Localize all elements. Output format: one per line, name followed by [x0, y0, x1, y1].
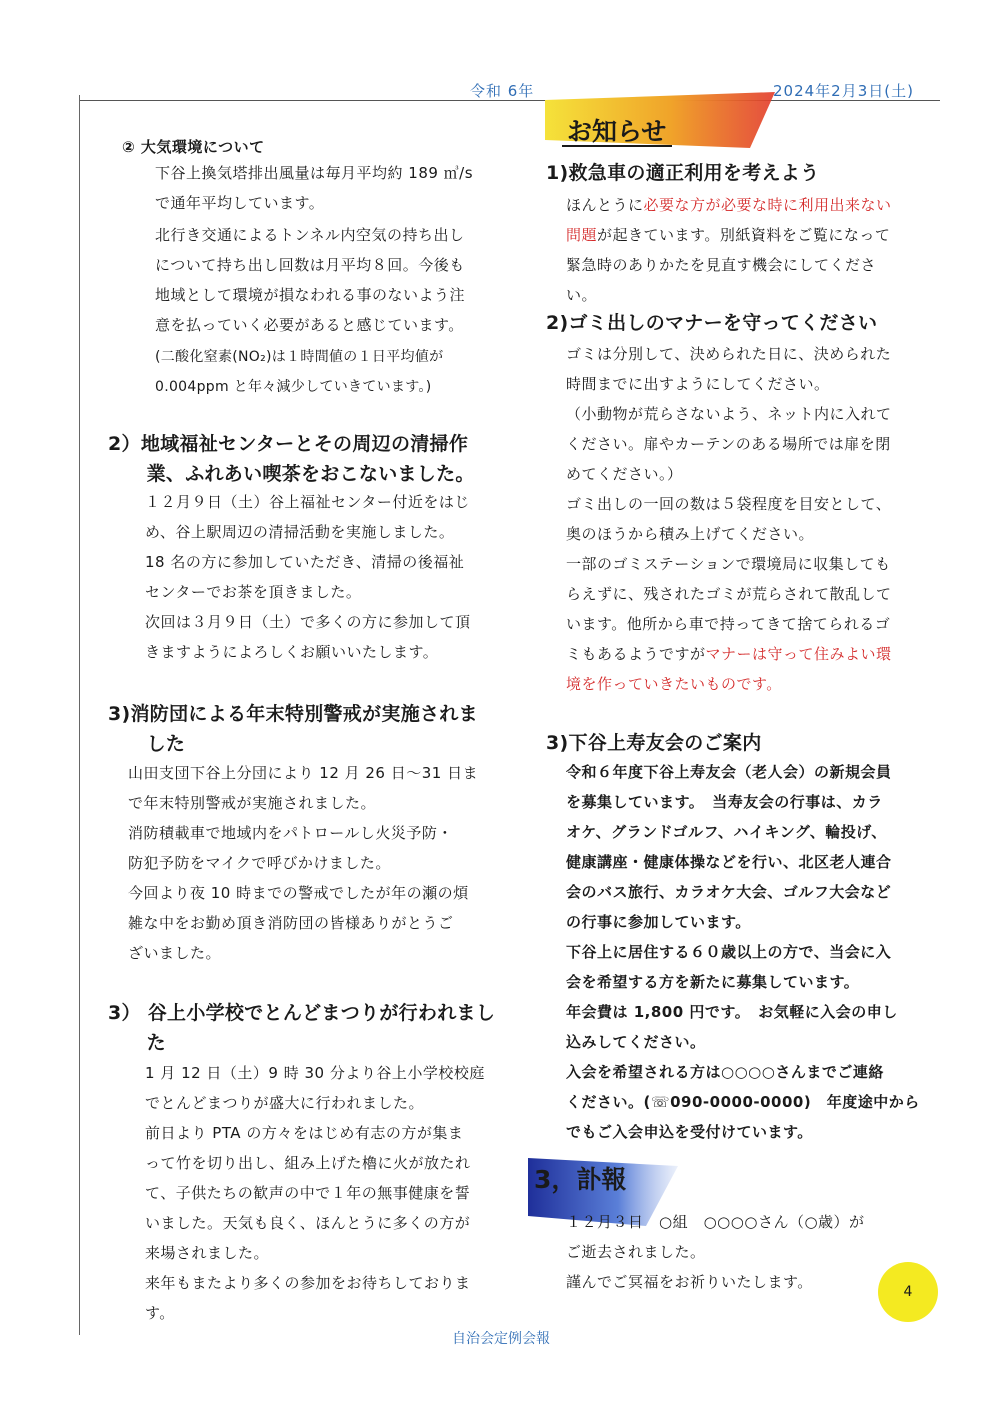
air-env-note: (二酸化窒素(NO₂)は１時間値の１日平均値が 0.004ppm と年々減少していきています。): [155, 349, 444, 395]
air-env-title: ② 大気環境について: [122, 138, 265, 156]
left-margin-rule: [79, 95, 80, 1335]
tondo-para3: 来年もまたより多くの参加をお待ちしておりま す。: [145, 1274, 471, 1322]
air-env-para2: 北行き交通によるトンネル内空気の持ち出し について持ち出し回数は月平均８回。今後も 地域として環境が損なわれる事のないよう注 意を払っていく必要があると感じています。: [155, 226, 466, 334]
ambulance-rest: 緊急時のありかたを見直す機会にしてくださ い。: [566, 256, 877, 304]
garbage-para4-main: 一部のゴミステーションで環境局に収集しても らえずに、残されたゴミが荒らされて散乱して います。他所から車で持ってきて捨てられるゴ: [566, 555, 892, 633]
footer-title: 自治会定例会報: [452, 1331, 550, 1347]
tondo-para1: 1 月 12 日（土）9 時 30 分より谷上小学校校庭 でとんどまつりが盛大に行われました。: [145, 1064, 485, 1112]
air-env-para1: 下谷上換気塔排出風量は毎月平均約 189 ㎥/s で通年平均しています。: [155, 164, 474, 212]
ambulance-body: [566, 190, 892, 310]
fire-para3: 今回より夜 10 時までの警戒でしたが年の瀬の煩 雑な中をお勤め頂き消防団の皆様ありがとうご ざいました。: [128, 884, 469, 962]
notice-banner: お知らせ: [567, 117, 667, 146]
garbage-title: 2)ゴミ出しのマナーを守ってください: [546, 312, 878, 334]
welfare-para3: 次回は３月９日（土）で多くの方に参加して頂 きますようによろしくお願いいたします。: [145, 613, 471, 661]
header-date: 2024年2月3日(土): [773, 82, 914, 100]
garbage-para4-red2: 境を作っていきたいものです。: [566, 675, 782, 693]
page-number: 4: [878, 1262, 938, 1322]
tondo-para2: 前日より PTA の方々をはじめ有志の方が集ま って竹を切り出し、組み上げた櫓に火が放たれ て、子供たちの歓声の中で１年の無事健康を誓 いました。天気も良く、ほんとうに多くの方が 来場されました。: [145, 1124, 471, 1262]
welfare-para1: １２月９日（土）谷上福祉センター付近をはじ め、谷上駅周辺の清掃活動を実施しました。: [145, 493, 470, 541]
garbage-para2: （小動物が荒らさないよう、ネット内に入れて ください。扉やカーテンのある場所では扉を閉 めてください。）: [566, 405, 892, 483]
header-era: 令和 6年: [470, 82, 535, 100]
welfare-title: 2）地域福祉センターとその周辺の清掃作 業、ふれあい喫茶をおこないました。: [108, 433, 475, 485]
tondo-title: 3） 谷上小学校でとんどまつりが行われまし た: [108, 1002, 496, 1054]
ambulance-pre: ほんとうに: [566, 196, 644, 214]
garbage-para4-red1: マナーは守って住みよい環: [705, 645, 892, 663]
fire-para1: 山田支団下谷上分団により 12 月 26 日～31 日ま で年末特別警戒が実施されました。: [128, 764, 479, 812]
garbage-para4: [566, 549, 892, 699]
header-rule: [80, 100, 940, 101]
club-body: 令和６年度下谷上寿友会（老人会）の新規会員 を募集しています。 当寿友会の行事は、カラ オケ、グランドゴルフ、ハイキング、輪投げ、 健康講座・健康体操などを行い、北区老人連合 会のバス旅行、カラオケ大会、ゴルフ大会など の行事に参加しています。 下谷上に居住する６０歳以上の方で、当会に入 会を希望する方を新たに募集しています。 年会費は 1,800 円です。 お気軽に入会の申し 込みしてください。 入会を希望される方は○○○○さんまでご連絡 ください。(☏090-0000-0000) 年度途中から でもご入会申込を受付けています。: [566, 763, 920, 1141]
obit-body: １２月３日 ○組 ○○○○さん（○歳）が ご逝去されました。 謹んでご冥福をお祈りいたします。: [566, 1213, 865, 1291]
garbage-para4-pre: ミもあるようですが: [566, 645, 706, 663]
ambulance-red1: 必要な方が必要な時に利用出来ない: [643, 196, 892, 214]
fire-title: 3)消防団による年末特別警戒が実施されま した: [108, 703, 478, 755]
fire-para2: 消防積載車で地域内をパトロールし火災予防・ 防犯予防をマイクで呼びかけました。: [128, 824, 453, 872]
garbage-para1: ゴミは分別して、決められた日に、決められた 時間までに出すようにしてください。: [566, 345, 892, 393]
obit-banner: 3，訃報: [534, 1165, 627, 1194]
notice-underline: [562, 145, 672, 147]
ambulance-post1: が起きています。別紙資料をご覧になって: [597, 226, 891, 244]
club-title: 3)下谷上寿友会のご案内: [546, 732, 762, 754]
garbage-para3: ゴミ出しの一回の数は５袋程度を目安として、 奥のほうから積み上げてください。: [566, 495, 892, 543]
welfare-para2: 18 名の方に参加していただき、清掃の後福祉 センターでお茶を頂きました。: [145, 553, 465, 601]
ambulance-red2: 問題: [566, 226, 598, 244]
ambulance-title: 1)救急車の適正利用を考えよう: [546, 162, 820, 184]
